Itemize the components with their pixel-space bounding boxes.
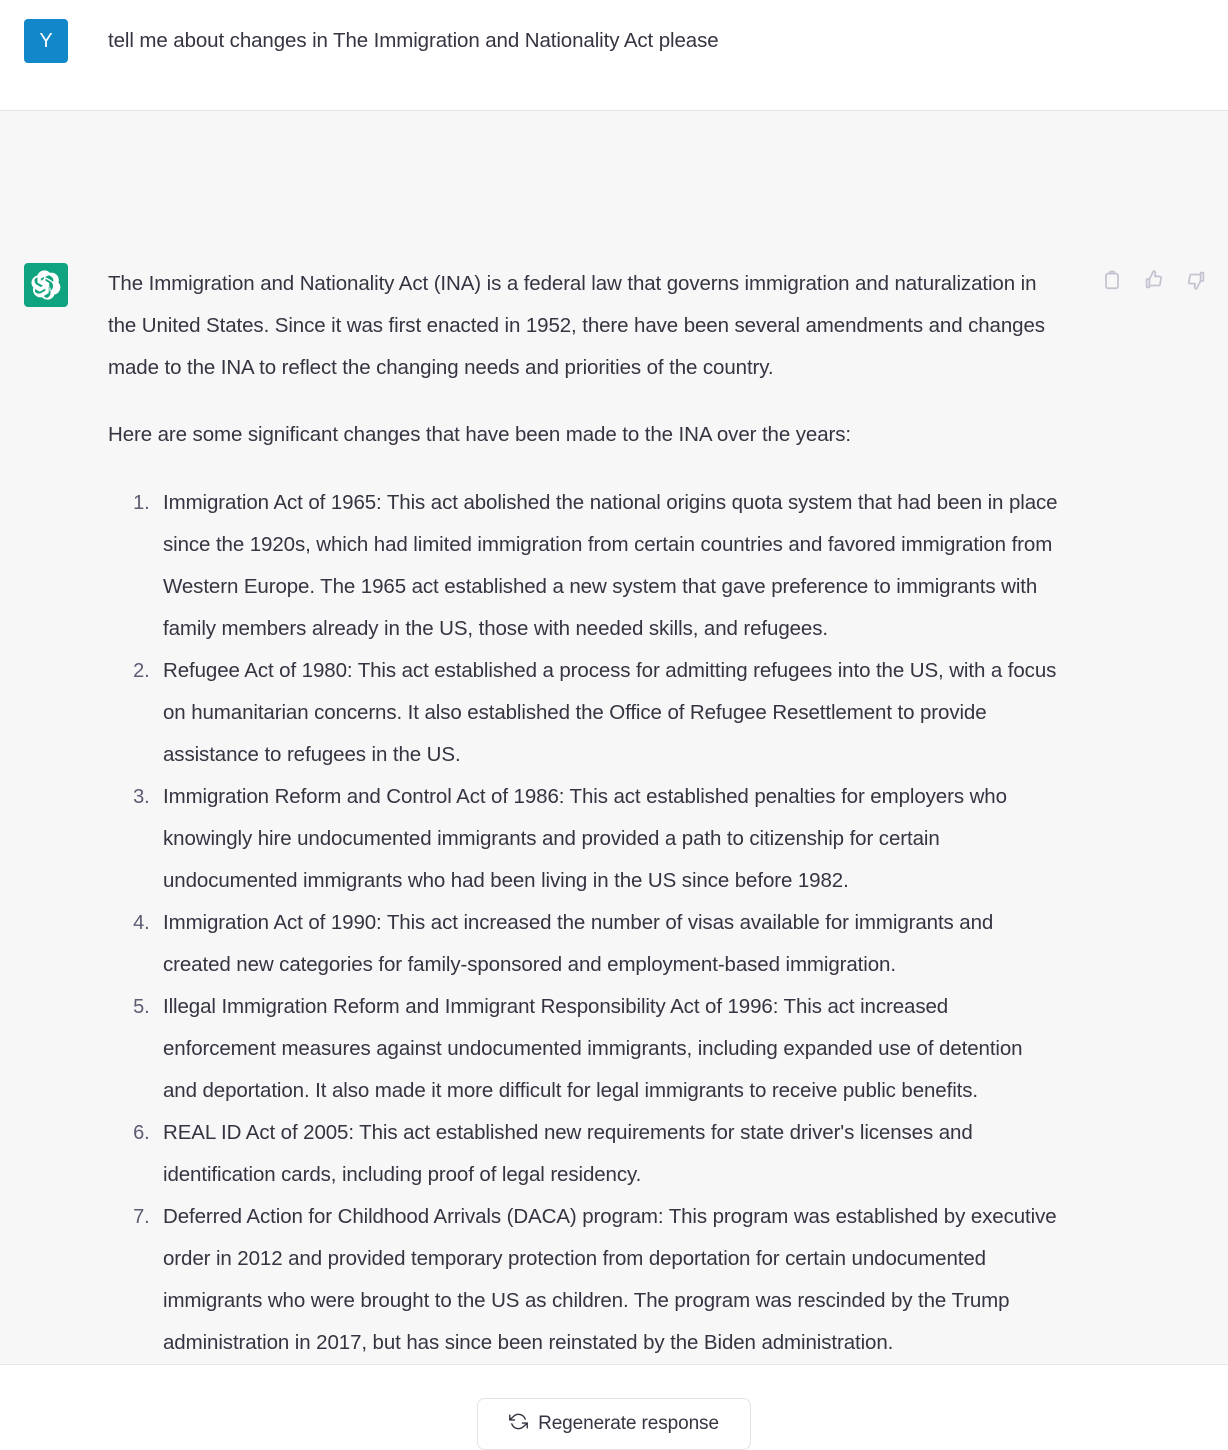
assistant-message-row	[0, 111, 1228, 1365]
regenerate-response-label: Regenerate response	[538, 1413, 719, 1434]
user-message-text: tell me about changes in The Immigration and Nationality Act please	[108, 29, 719, 52]
list-item: 4. Immigration Act of 1990: This act increased the number of visas available for immigrants and created new categories for family-sponsored and employment-based immigration.	[155, 902, 1058, 986]
list-item: 2. Refugee Act of 1980: This act established a process for admitting refugees into the US, with a focus on humanitarian concerns. It also established the Office of Refugee Resettlement to provide assistance to refugees in the US.	[155, 650, 1058, 776]
openai-logo-icon	[31, 270, 61, 300]
regenerate-response-button[interactable]	[477, 1398, 751, 1450]
user-message-row	[0, 0, 1228, 111]
assistant-avatar	[24, 263, 68, 307]
assistant-message-inner	[0, 111, 1228, 1364]
list-item: 3. Immigration Reform and Control Act of 1986: This act established penalties for employers who knowingly hire undocumented immigrants and provided a path to citizenship for certain undocumented immigrants who had been living in the US since before 1982.	[155, 776, 1058, 902]
list-item: 6. REAL ID Act of 2005: This act established new requirements for state driver's licenses and identification cards, including proof of legal residency.	[155, 1112, 1058, 1196]
list-item: 1. Immigration Act of 1965: This act abolished the national origins quota system that had been in place since the 1920s, which had limited immigration from certain countries and favored immigration from Western Europe. The 1965 act established a new system that gave preference to immigrants with family members already in the US, those with needed skills, and refugees.	[155, 482, 1058, 650]
regenerate-response-container	[0, 1398, 1228, 1434]
changes-list	[108, 482, 1058, 1364]
assistant-message-body	[108, 263, 1058, 1364]
user-avatar	[24, 19, 68, 63]
assistant-paragraph-2: Here are some significant changes that have been made to the INA over the years:	[108, 423, 851, 446]
assistant-paragraph-1: The Immigration and Nationality Act (INA) is a federal law that governs immigration and naturalization in the United States. Since it was first enacted in 1952, there have been several amendments and changes made to the INA to reflect the changing needs and priorities of the country.	[108, 272, 1045, 379]
refresh-icon	[509, 1412, 528, 1437]
user-message-inner	[0, 0, 1228, 110]
list-item: 5. Illegal Immigration Reform and Immigrant Responsibility Act of 1996: This act increased enforcement measures against undocumented immigrants, including expanded use of detention and deportation. It also made it more difficult for legal immigrants to receive public benefits.	[155, 986, 1058, 1112]
list-item: 7. Deferred Action for Childhood Arrivals (DACA) program: This program was established by executive order in 2012 and provided temporary protection from deportation for certain undocumented immigrants who were brought to the US as children. The program was rescinded by the Trump administration in 2017, but has since been reinstated by the Biden administration.	[155, 1196, 1058, 1364]
user-avatar-initial: Y	[39, 30, 53, 52]
